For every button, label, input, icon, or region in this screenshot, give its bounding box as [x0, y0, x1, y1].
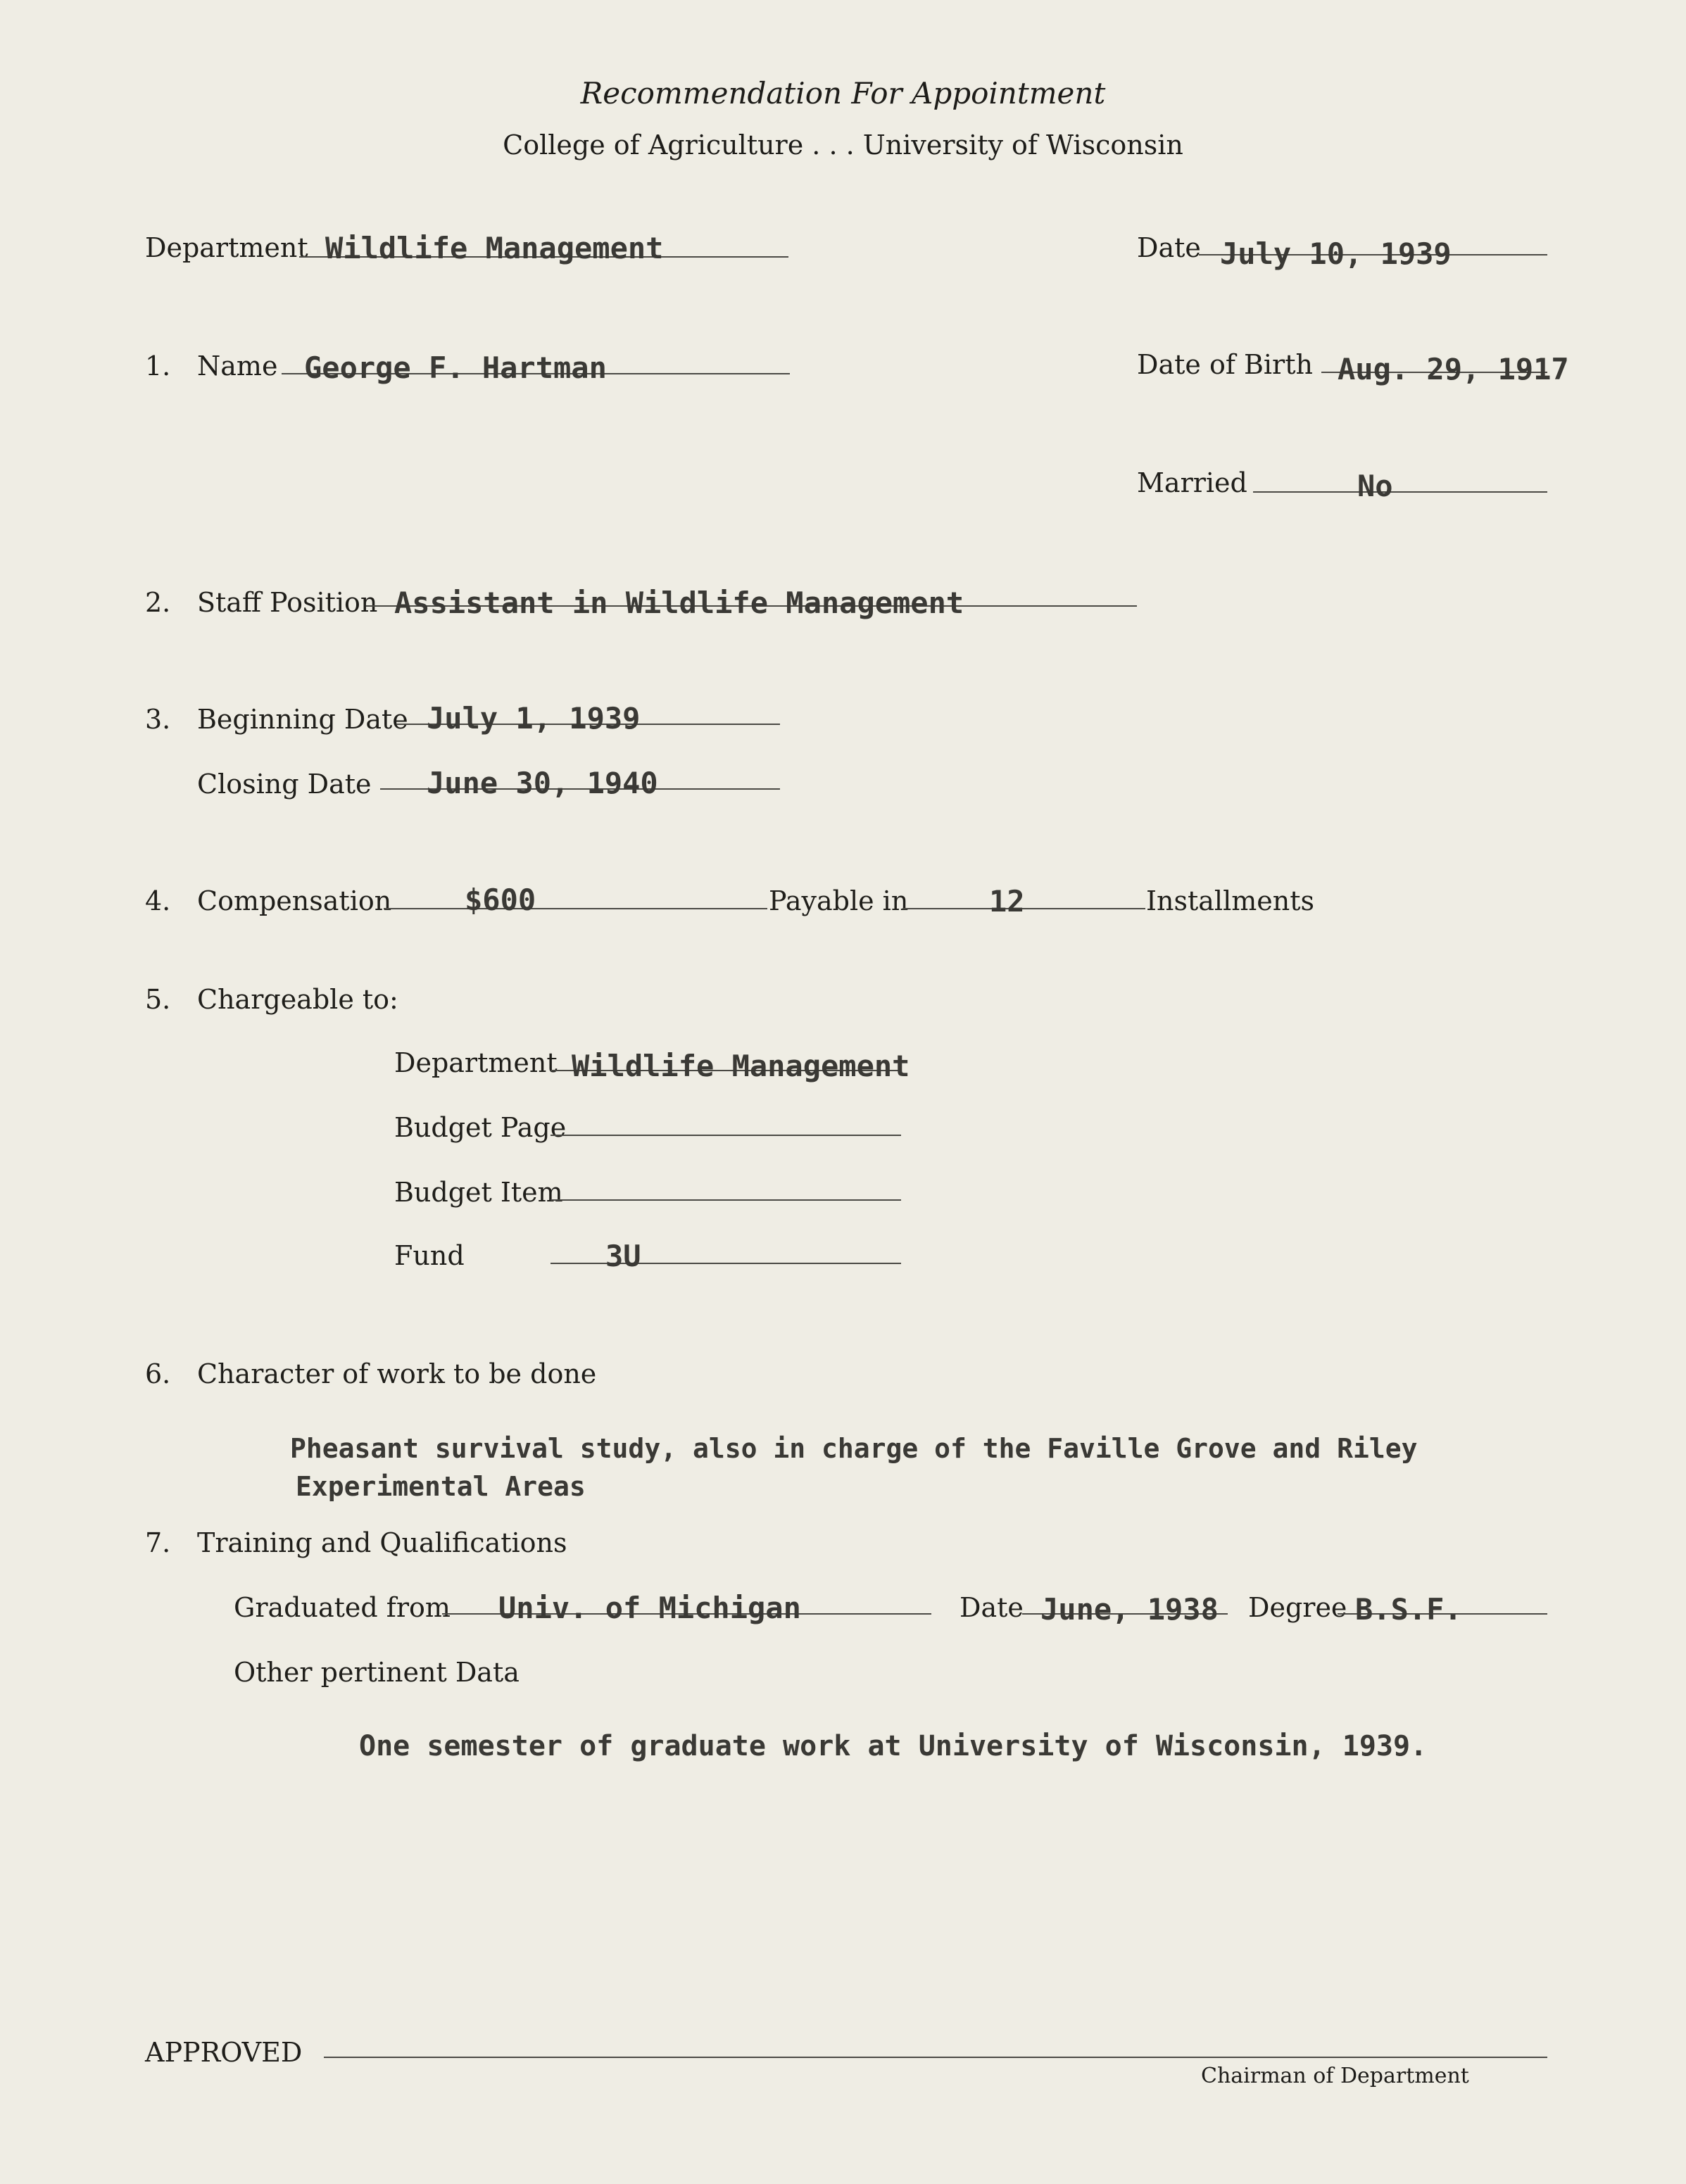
name-label: Name — [197, 351, 278, 381]
item-2-number: 2. — [145, 587, 171, 618]
character-of-work-line-2: Experimental Areas — [296, 1471, 586, 1502]
other-data-label: Other pertinent Data — [234, 1657, 520, 1688]
married-line — [1253, 491, 1547, 493]
degree-label: Degree — [1248, 1592, 1347, 1623]
budget-page-line — [551, 1135, 901, 1136]
budget-page-label: Budget Page — [394, 1112, 567, 1143]
chargeable-label: Chargeable to: — [197, 984, 398, 1015]
item-7-number: 7. — [145, 1527, 171, 1558]
character-of-work-line-1: Pheasant survival study, also in charge of the Faville Grove and Riley — [290, 1433, 1418, 1464]
training-label: Training and Qualifications — [197, 1527, 567, 1558]
beginning-date-label: Beginning Date — [197, 704, 408, 735]
item-4-number: 4. — [145, 885, 171, 916]
item-6-number: 6. — [145, 1358, 171, 1389]
compensation-line — [384, 908, 767, 909]
fund-line — [551, 1263, 901, 1264]
staff-position-value: Assistant in Wildlife Management — [394, 586, 964, 620]
date-value: July 10, 1939 — [1220, 236, 1452, 271]
item-3-number: 3. — [145, 704, 171, 735]
item-5-number: 5. — [145, 984, 171, 1015]
approved-signature-line — [324, 2057, 1547, 2058]
department-label: Department — [145, 232, 308, 263]
beginning-date-value: July 1, 1939 — [427, 701, 641, 736]
form-subtitle: College of Agriculture . . . University of Wisconsin — [503, 130, 1183, 160]
installments-label: Installments — [1146, 885, 1314, 916]
department-value: Wildlife Management — [325, 231, 664, 265]
closing-date-value: June 30, 1940 — [427, 766, 658, 800]
degree-value: B.S.F. — [1355, 1592, 1462, 1627]
payable-value: 12 — [989, 884, 1025, 919]
dob-label: Date of Birth — [1137, 349, 1313, 380]
compensation-value: $600 — [465, 883, 536, 917]
married-label: Married — [1137, 467, 1247, 498]
character-of-work-label: Character of work to be done — [197, 1358, 597, 1389]
approved-label: APPROVED — [145, 2037, 303, 2068]
name-value: George F. Hartman — [304, 351, 607, 385]
date-label: Date — [1137, 232, 1201, 263]
compensation-label: Compensation — [197, 885, 392, 916]
item-1-number: 1. — [145, 351, 171, 381]
married-value: No — [1357, 469, 1393, 503]
other-data-value: One semester of graduate work at University of Wisconsin, 1939. — [359, 1730, 1428, 1762]
dob-value: Aug. 29, 1917 — [1338, 352, 1569, 386]
closing-date-label: Closing Date — [197, 769, 372, 800]
graduated-from-value: Univ. of Michigan — [498, 1591, 801, 1625]
staff-position-label: Staff Position — [197, 587, 378, 618]
fund-value: 3U — [605, 1239, 641, 1273]
chairman-label: Chairman of Department — [1201, 2064, 1469, 2088]
charge-department-value: Wildlife Management — [572, 1049, 910, 1083]
form-title: Recommendation For Appointment — [580, 76, 1106, 111]
budget-item-label: Budget Item — [394, 1177, 563, 1208]
graduation-date-value: June, 1938 — [1040, 1592, 1219, 1627]
graduation-date-label: Date — [960, 1592, 1024, 1623]
budget-item-line — [551, 1199, 901, 1201]
charge-department-label: Department — [394, 1047, 558, 1078]
payable-label: Payable in — [769, 885, 909, 916]
graduated-from-label: Graduated from — [234, 1592, 451, 1623]
fund-label: Fund — [394, 1240, 465, 1271]
